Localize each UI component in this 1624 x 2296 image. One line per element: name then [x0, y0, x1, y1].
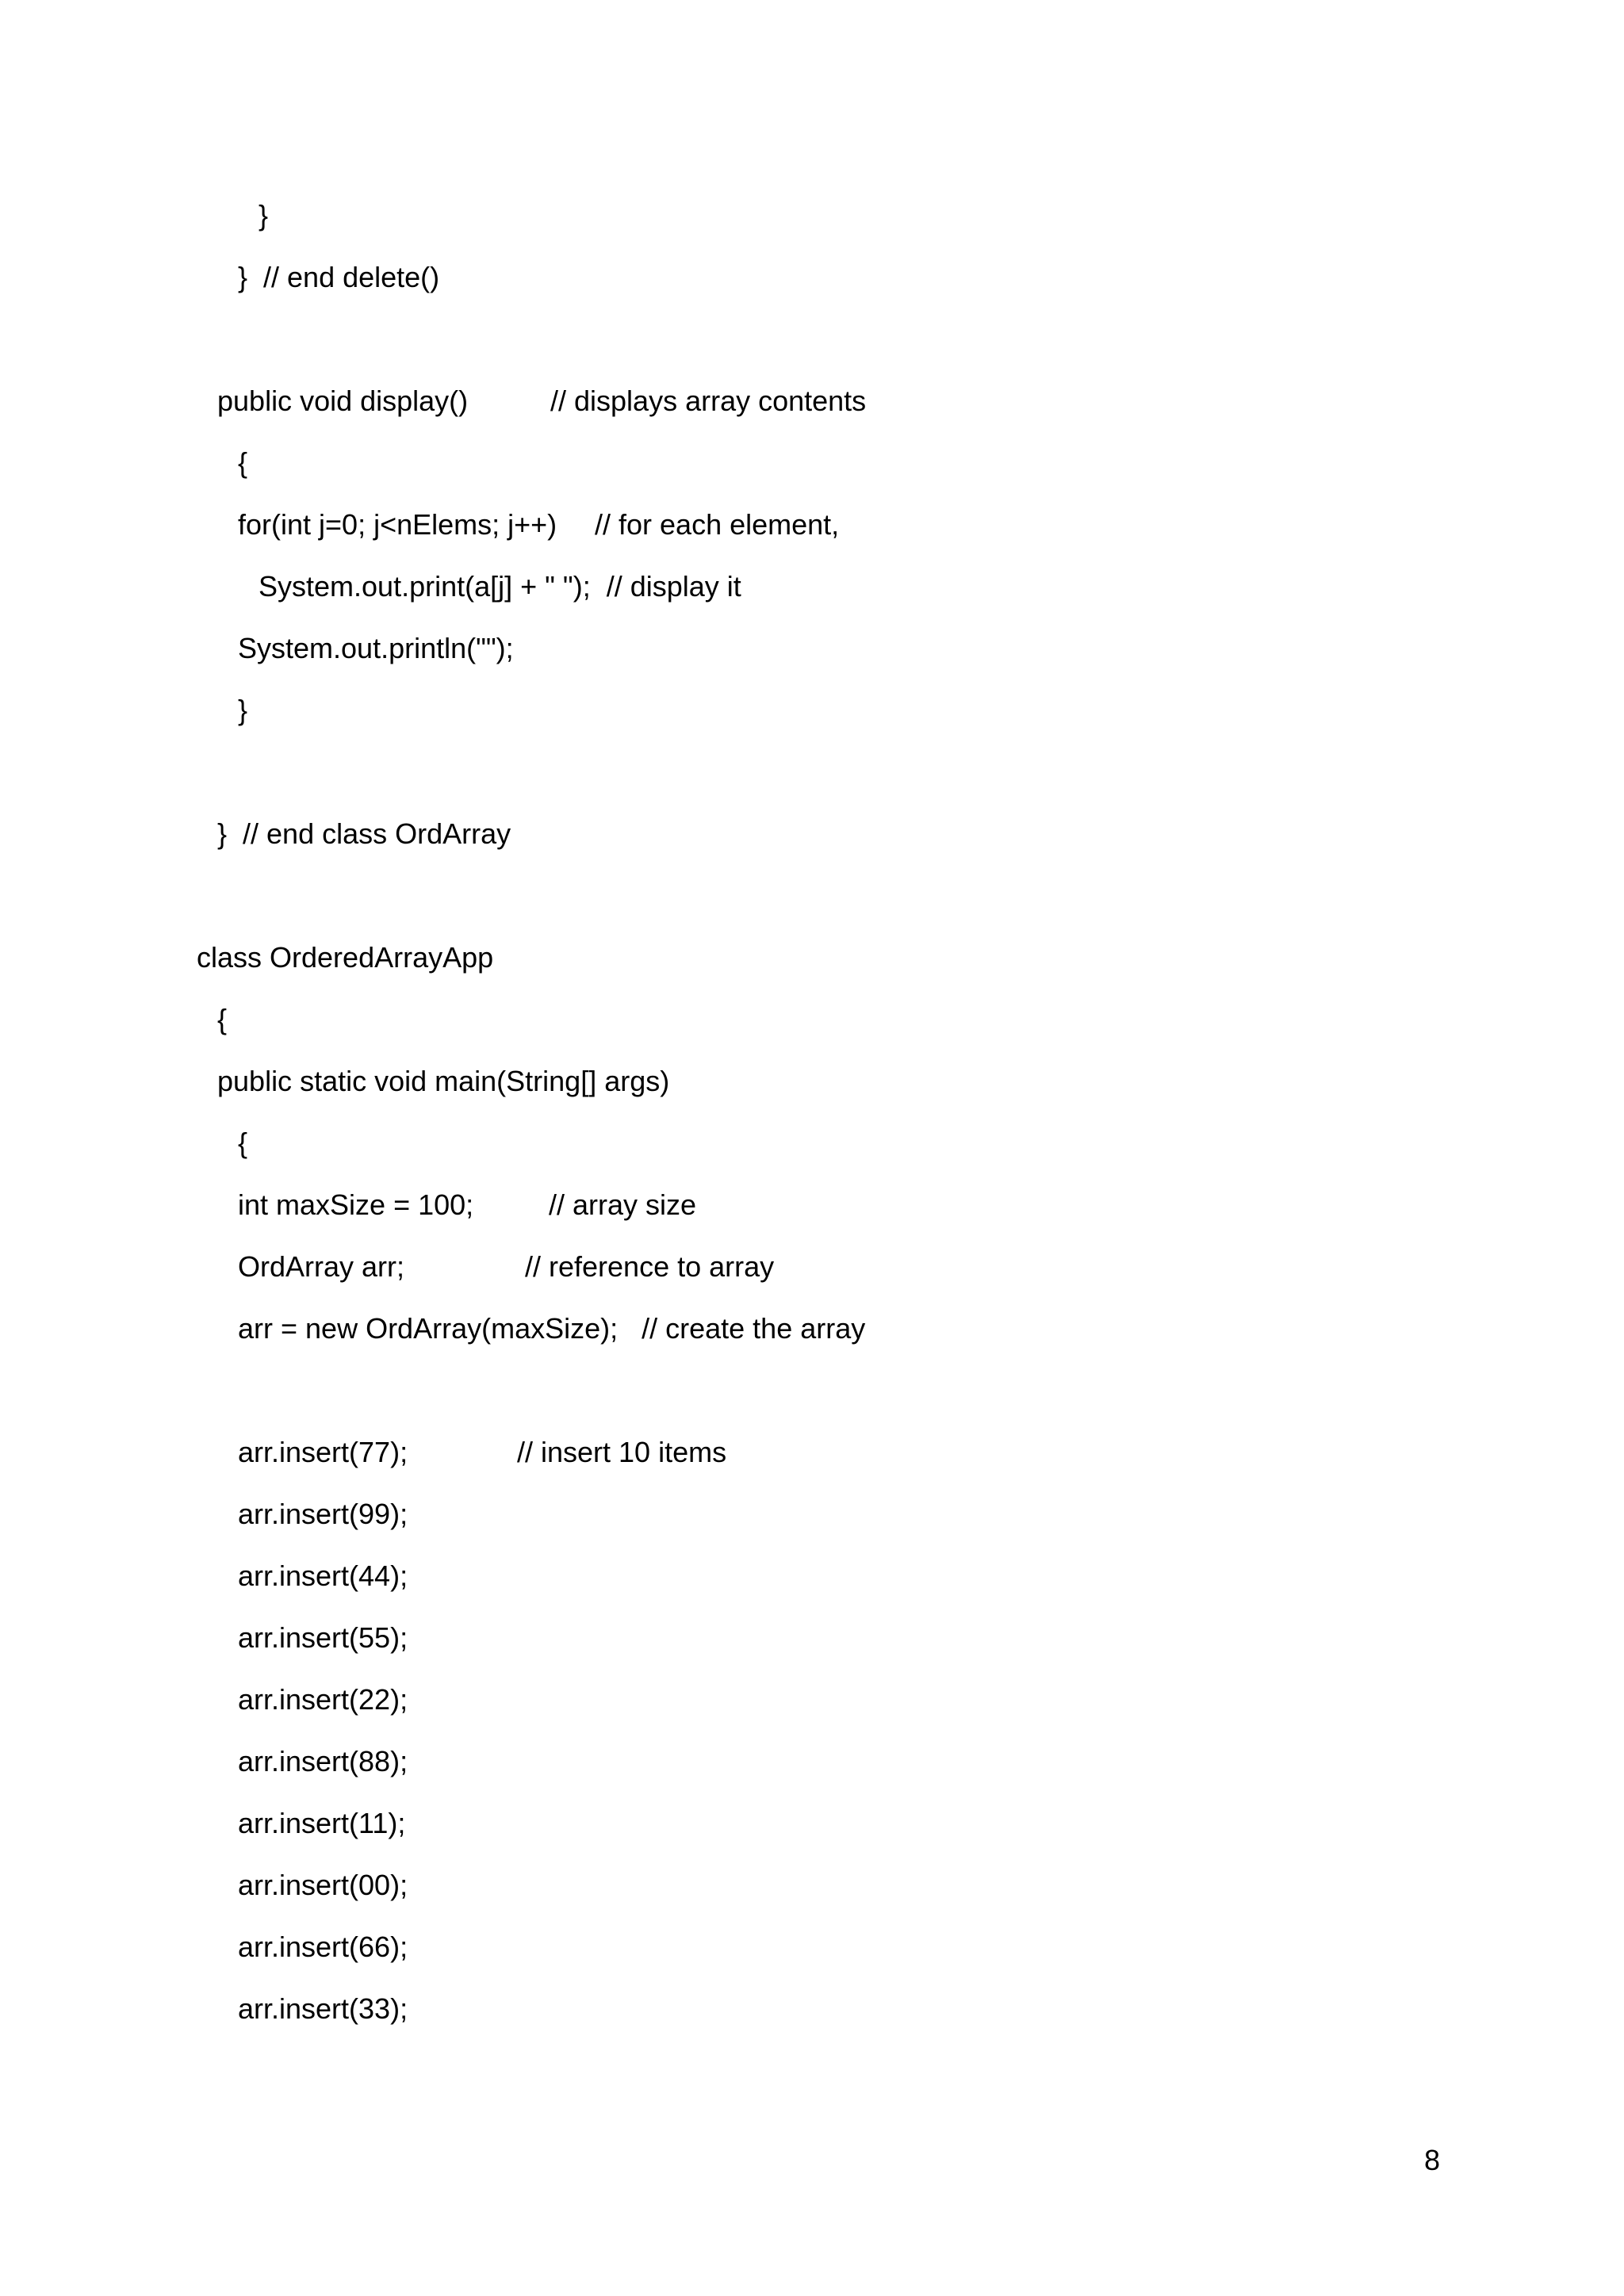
code-line [217, 377, 867, 425]
code-text: } // end class OrdArray [217, 817, 511, 850]
code-text: System.out.print(a[j] + " "); // display it [259, 570, 741, 603]
code-line [238, 1676, 408, 1724]
code-text: arr.insert(55); [238, 1621, 408, 1654]
code-text: OrdArray arr; [238, 1250, 405, 1283]
code-line [197, 934, 494, 982]
code-line [238, 254, 440, 301]
code-text: } // end delete() [238, 261, 440, 293]
code-line [238, 687, 285, 734]
code-line [259, 192, 306, 239]
code-comment: // for each element, [595, 508, 840, 541]
code-text: System.out.println(""); [238, 632, 514, 664]
code-comment: // displays array contents [550, 385, 867, 417]
code-text: { [238, 1127, 248, 1159]
code-line [238, 501, 840, 549]
code-text: arr.insert(00); [238, 1869, 408, 1901]
code-text: arr.insert(44); [238, 1559, 408, 1592]
code-line [238, 1738, 408, 1785]
code-text: public void display() [217, 385, 469, 417]
page-number: 8 [1424, 2144, 1441, 2176]
code-text: for(int j=0; j<nElems; j++) [238, 508, 557, 541]
code-line [238, 1923, 408, 1971]
code-comment: // reference to array [525, 1250, 775, 1283]
code-text: arr.insert(33); [238, 1992, 408, 2025]
code-line [238, 1181, 697, 1229]
code-text: { [238, 446, 248, 479]
code-line [238, 1800, 406, 1847]
code-text: class OrderedArrayApp [197, 941, 494, 974]
code-comment: // insert 10 items [517, 1436, 727, 1468]
code-line [217, 1058, 670, 1105]
code-line [238, 1985, 408, 2033]
code-text: arr.insert(22); [238, 1683, 408, 1716]
code-line [238, 1429, 727, 1476]
code-text: arr.insert(11); [238, 1807, 406, 1839]
code-line [238, 1862, 408, 1909]
code-text: arr.insert(77); [238, 1436, 408, 1468]
code-text: arr = new OrdArray(maxSize); // create the array [238, 1312, 866, 1345]
code-text: { [217, 1003, 228, 1035]
code-text: public static void main(String[] args) [217, 1065, 670, 1097]
code-line [238, 1490, 408, 1538]
code-line [238, 1305, 866, 1353]
code-line [238, 1119, 285, 1167]
code-text: } [238, 694, 248, 726]
code-comment: // array size [549, 1188, 697, 1221]
code-line [238, 1614, 408, 1662]
code-text: arr.insert(99); [238, 1498, 408, 1530]
code-text: } [259, 199, 269, 232]
code-line [217, 810, 511, 858]
code-line [238, 439, 285, 487]
code-line [217, 996, 265, 1043]
code-line [238, 1552, 408, 1600]
code-text: arr.insert(66); [238, 1931, 408, 1963]
code-text: int maxSize = 100; [238, 1188, 474, 1221]
code-line [259, 563, 741, 610]
code-line [238, 625, 514, 672]
code-line [238, 1243, 775, 1291]
code-text: arr.insert(88); [238, 1745, 408, 1777]
